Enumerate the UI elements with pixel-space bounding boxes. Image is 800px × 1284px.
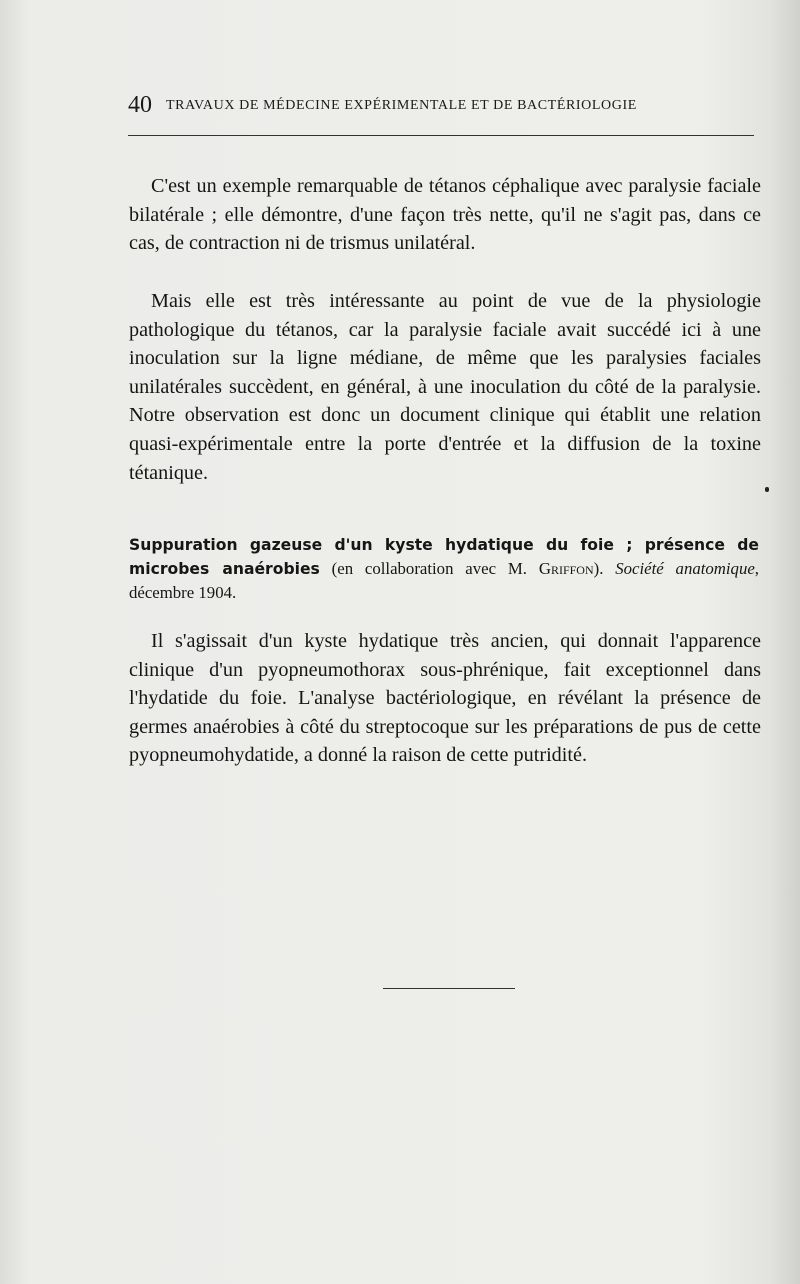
end-rule [383,988,515,989]
section-title: Suppuration gazeuse d'un kyste hydatique du foie ; présence de microbes anaérobies [129,536,759,578]
publication-date: , décembre 1904. [129,559,759,602]
collaborator-name: Griffon [538,559,594,578]
paragraph-1: C'est un exemple remarquable de tétanos céphalique avec paralysie faciale bilatérale ; elle démontre, d'une façon très nette, qu'il ne s'agit pas, dans ce cas, de contraction ni de trismus unilatéral. [129,175,761,255]
section-heading [129,533,759,604]
page-number: 40 [128,92,152,118]
running-title: TRAVAUX DE MÉDECINE EXPÉRIMENTALE ET DE BACTÉRIOLOGIE [166,98,637,113]
paragraph-block-2 [129,287,761,487]
ink-speck [765,487,769,492]
page-header [128,92,728,119]
paragraph-3: Il s'agissait d'un kyste hydatique très ancien, qui donnait l'apparence clinique d'un pyopneumothorax sous-phrénique, fait exceptionnel dans l'hydatide du foie. L'analyse bactériologique, en révélant la présence de germes anaérobies à côté du streptocoque sur les préparations de pus de cette pyopneumohydatide, a donné la raison de cette putridité. [129,630,761,767]
paragraph-2: Mais elle est très intéressante au point de vue de la physiologie pathologique du tétanos, car la paralysie faciale avait succédé ici à une inoculation sur la ligne médiane, de même que les paralysies faciales unilatérales succèdent, en général, à une inoculation du côté de la paralysie. Notre observation est donc un document clinique qui établit une relation quasi-expérimentale entre la porte d'entrée et la diffusion de la toxine tétanique. [129,290,761,484]
paragraph-block-1 [129,172,761,258]
collaboration-prefix: (en collaboration avec M. [319,559,539,578]
paragraph-block-3 [129,627,761,770]
header-rule [128,135,754,136]
journal-name: Société anatomique [615,559,755,578]
collaboration-suffix: ). [593,559,616,578]
